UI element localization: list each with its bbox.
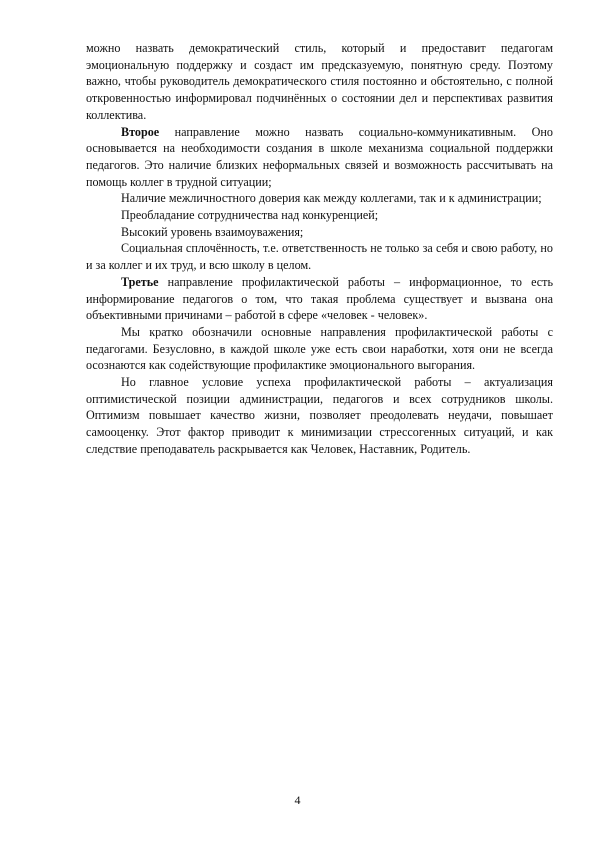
paragraph-respect: Высокий уровень взаимоуважения;: [121, 224, 304, 239]
paragraph-main-condition: Но главное условие успеха профилактической работы – актуализация оптимистической позиции администрации, педагогов и всех сотрудников школы. Оптимизм повышает качество жизни, позволяет преодолевать неудачи, повышает самооценку. Этот фактор приводит к минимизации стрессогенных ситуаций, и как следствие преподаватель раскрывается как Человек, Наставник, Родитель.: [86, 375, 553, 456]
paragraph-third-direction: [86, 274, 553, 324]
bold-term-second: Второе: [121, 124, 160, 139]
bold-term-third: Третье: [121, 274, 159, 289]
paragraph-cohesion: Социальная сплочённость, т.е. ответственность не только за себя и свою работу, но и за коллег и их труд, и всю школу в целом.: [86, 241, 553, 273]
paragraph-second-text: направление можно назвать социально-коммуникативным. Оно основывается на необходимости создания в школе механизма социальной поддержки педагогов. Это наличие близких неформальных связей и возможность рассчитывать на помощь коллег в трудной ситуации;: [86, 124, 553, 189]
paragraph-trust: Наличие межличностного доверия как между коллегами, так и к администрации;: [121, 191, 542, 206]
paragraph-cooperation: Преобладание сотрудничества над конкуренцией;: [121, 208, 379, 223]
body-text: [86, 40, 553, 458]
paragraph-second-direction: [86, 124, 553, 191]
page-number: 4: [294, 793, 301, 807]
paragraph-democratic-style: можно назвать демократический стиль, который и предоставит педагогам эмоциональную поддержку и создаст им предсказуемую, понятную среду. Поэтому важно, чтобы руководитель демократического стиля постоянно и обстоятельно, с полной откровенностью информировал подчинённых о состоянии дел и перспективах развития коллектива.: [86, 41, 553, 122]
paragraph-third-text: направление профилактической работы – информационное, то есть информирование педагогов о том, что такая проблема существует и вызвана она объективными причинами – работой в сфере «человек - человек».: [86, 274, 553, 323]
paragraph-summary: Мы кратко обозначили основные направления профилактической работы с педагогами. Безусловно, в каждой школе уже есть свои наработки, хотя они не всегда осознаются как содействующие профилактике эмоционального выгорания.: [86, 324, 553, 373]
